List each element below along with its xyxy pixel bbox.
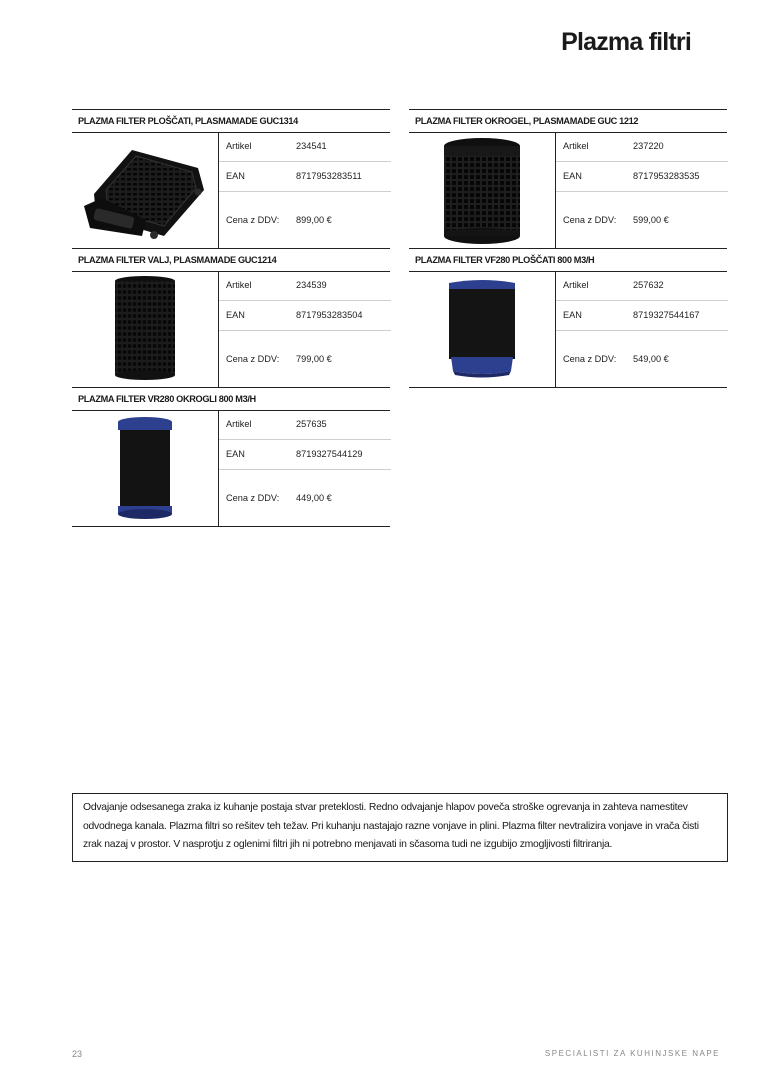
ean-value: 8717953283535 bbox=[633, 171, 700, 181]
price-value: 549,00 € bbox=[633, 354, 669, 364]
product-image bbox=[72, 271, 218, 387]
ean-label: EAN bbox=[563, 310, 582, 320]
artikel-value: 257635 bbox=[296, 419, 327, 429]
price-label: Cena z DDV: bbox=[226, 215, 280, 225]
card-rule bbox=[409, 387, 727, 388]
product-card bbox=[72, 387, 390, 527]
flat-filter-icon bbox=[72, 132, 218, 248]
ean-label: EAN bbox=[563, 171, 582, 181]
artikel-label: Artikel bbox=[563, 141, 589, 151]
price-value: 449,00 € bbox=[296, 493, 332, 503]
artikel-value: 234539 bbox=[296, 280, 327, 290]
price-value: 799,00 € bbox=[296, 354, 332, 364]
page-title: Plazma filtri bbox=[561, 28, 691, 56]
product-image bbox=[409, 271, 555, 387]
product-name: PLAZMA FILTER VF280 PLOŠČATI 800 M3/H bbox=[409, 248, 727, 272]
ean-value: 8717953283504 bbox=[296, 310, 363, 320]
product-image bbox=[72, 410, 218, 526]
artikel-value: 234541 bbox=[296, 141, 327, 151]
vf280-filter-icon bbox=[409, 271, 555, 387]
product-specs bbox=[555, 271, 728, 387]
price-label: Cena z DDV: bbox=[563, 215, 617, 225]
product-specs bbox=[218, 271, 391, 387]
artikel-value: 237220 bbox=[633, 141, 664, 151]
price-label: Cena z DDV: bbox=[226, 354, 280, 364]
round-filter-icon bbox=[409, 132, 555, 248]
price-label: Cena z DDV: bbox=[226, 493, 280, 503]
artikel-label: Artikel bbox=[563, 280, 589, 290]
product-image bbox=[409, 132, 555, 248]
artikel-label: Artikel bbox=[226, 280, 252, 290]
artikel-label: Artikel bbox=[226, 419, 252, 429]
artikel-value: 257632 bbox=[633, 280, 664, 290]
product-card bbox=[409, 248, 727, 388]
card-rule bbox=[72, 526, 390, 527]
product-specs bbox=[218, 410, 391, 526]
product-specs bbox=[218, 132, 391, 248]
ean-value: 8719327544167 bbox=[633, 310, 700, 320]
product-name: PLAZMA FILTER VALJ, PLASMAMADE GUC1214 bbox=[72, 248, 390, 272]
info-box: Odvajanje odsesanega zraka iz kuhanje postaja stvar preteklosti. Redno odvajanje hlapov poveča stroške ogrevanja in zahteva namestitev odvodnega kanala. Plazma filtri so rešitev teh težav. Pri kuhanju nastajajo razne vonjave in plini. Plazma filter nevtralizira vonjave in vrača čisti zrak nazaj v prostor. V nasprotju z oglenimi filtri jih ni potrebno menjavati in sčasoma tudi ne izgubijo zmogljivosti filtriranja. bbox=[72, 793, 728, 862]
product-name: PLAZMA FILTER OKROGEL, PLASMAMADE GUC 1212 bbox=[409, 109, 727, 133]
price-label: Cena z DDV: bbox=[563, 354, 617, 364]
ean-value: 8717953283511 bbox=[296, 171, 362, 181]
footer-text: SPECIALISTI ZA KUHINJSKE NAPE bbox=[544, 1049, 720, 1058]
artikel-label: Artikel bbox=[226, 141, 252, 151]
price-value: 899,00 € bbox=[296, 215, 332, 225]
ean-label: EAN bbox=[226, 310, 245, 320]
product-name: PLAZMA FILTER PLOŠČATI, PLASMAMADE GUC1314 bbox=[72, 109, 390, 133]
ean-label: EAN bbox=[226, 449, 245, 459]
vr280-filter-icon bbox=[72, 410, 218, 526]
cylinder-filter-icon bbox=[72, 271, 218, 387]
ean-label: EAN bbox=[226, 171, 245, 181]
page-number: 23 bbox=[72, 1049, 83, 1059]
product-card bbox=[409, 109, 727, 249]
product-image bbox=[72, 132, 218, 248]
product-name: PLAZMA FILTER VR280 OKROGLI 800 M3/H bbox=[72, 387, 390, 411]
product-card bbox=[72, 248, 390, 388]
product-card bbox=[72, 109, 390, 249]
price-value: 599,00 € bbox=[633, 215, 669, 225]
ean-value: 8719327544129 bbox=[296, 449, 363, 459]
product-specs bbox=[555, 132, 728, 248]
